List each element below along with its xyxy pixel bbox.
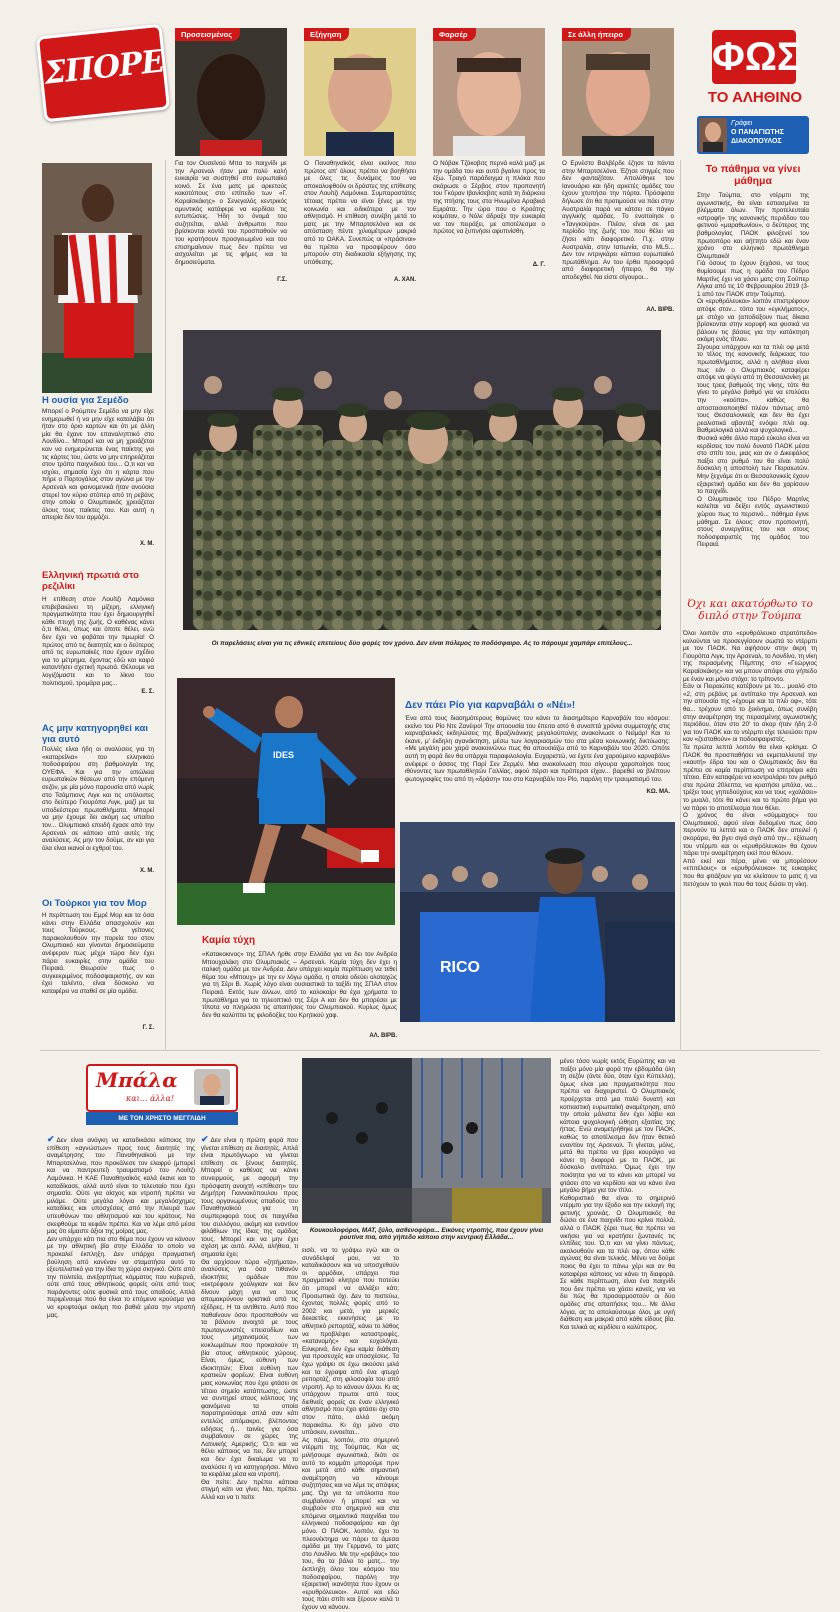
mpala-col-5-text: μένει τόσο νωρίς εκτός Ευρώπης και να παίξει μόνο μία φορά την εβδομάδα όλη τη σεζόν (άντε δύο, όταν έχει Κύπελλο), όμως είναι μια πραγματικότητα που πρέπει να διαχειριστεί. Ο Ολυμπιακός προέρχεται από μια πολύ δυνατή και κοπιαστική ευρωπαϊκή αναμέτρηση, από την οποία μάλιστα δεν έχει λάβει και κάποια ψυχολογική ώθηση εξαιτίας της ήττας. Ενώ αναμετρήθηκε με τον ΠΑΟΚ, καθώς το αποτέλεσμα δεν ήταν θετικό εναντίον της Αρσεναλ. Τι γίνεται, μόλις, μετά θα πρέπει να βρει κουράγιο να κάνει τη διαφορά με το ΠΑΟΚ, με δύσκολο αντίπαλο. Όμως έχει την ποιότητα για να το κάνει και μπορεί να φτάσει στο να κερδίσει και να κάνει ένα μεγάλο βήμα για τον τίτλο. Καθοριστικό θα είναι το σημερινό ντέρμπι για την έξοδο και την εκλογή της φετινής χρονιάς. Ο Ολυμπιακός θα δώσει σε ένα παιχνίδι που κρίνει πολλά, αλλά ο ΠΑΟΚ ξέρει πως θα πρέπει να νικήσει για να κρατήσει ζωντανές τις ελπίδες του. Ό,τι και να γίνει πάντως, ακολουθούν και τα πλέι οφ, όπου κάθε αγώνας θα είναι τελικός. Μένει να δούμε ποιος θα έχει το πάνω χέρι και αν θα καταφέρει κάποιος να κάνει τη διαφορά. Σε κάθε περίπτωση, είναι ένα παιχνίδι που δεν πρέπει να χάσει κανείς, για να δει πώς θα προσαρμοστούν οι δύο ομάδες στις απαιτήσεις του... Με άλλα λόγια, ας το απολαύσουμε όλοι, με υγιή διάθεση και μακριά από κάθε είδους βία. Και τελικά ας κερδίσει ο καλύτερος. bbox=[560, 1058, 675, 1331]
shirt-sponsor-text: IDES bbox=[273, 750, 295, 760]
riot-photo bbox=[302, 1058, 551, 1223]
riot-caption: Κουκουλοφόροι, ΜΑΤ, ξύλο, ασθενοφόρα... Εικόνες ντροπής, που έχουν γίνει ρουτίνα πια, από γήπεδο κάποιο στην κεντρική Ελλάδα... bbox=[309, 1227, 544, 1241]
mpala-logo-sub: και... άλλα! bbox=[126, 1094, 175, 1103]
mpala-col-1 bbox=[47, 1136, 195, 1396]
mpala-avatar bbox=[194, 1069, 230, 1105]
chance-text: «Κατακοκινος» της ΣΠΑΛ ήρθε στην Ελλάδα για να δει τον Ανδρέα Μπουχαλάκη στο Ολυμπιακός – Αρσεναλ. Καμία τύχη δεν έχει η ιταλική ομάδα με τον Ανδρέα. Δεν υπάρχει καμία περίπτωση να τεθεί θέμα του «Μπουχ» με την εν λόγω ομάδα, η οποία οδεύει ολοταχώς για τη Σέρι Β. Χωρίς λόγο είναι ουσιαστικά το ταξίδι της ΣΠΑΛ στον Πειραιά. Εκτός των άλλων, από το καλοκαίρι θα έχει χρήματα το πρωτάθλημα για το τηλεοπτικό της Σέρι Α και δεν θα μπορέσει με τίποτα να πληρώσει τις απαιτήσεις του Ολυμπιακού. Κυρίως όμως δεν θα καλύπτει τις φιλοδοξίες του Κρητικού χαφ. bbox=[202, 951, 397, 1019]
profile-sign-mba: Γ.Σ. bbox=[277, 277, 287, 283]
story-text-mor: Η περίπτωση του Εμρέ Μορ και τα όσα κάνει στην Ελλάδα απασχολούν και τους Τούρκους. Οι γείτονες παρακολουθούν την πορεία του στον Ολυμπιακό και γίνονται δημοσιεύματα ανέφεραν πως μέχρι τώρα δεν έχει πάρει ευκαιρίες στην ομάδα του Πειραιά. Θεωρούν πως ο συγκεκριμένος ποδοσφαιριστής, αν και έχει ταλέντο, είναι δύσκολο να καταφέρει να σταθεί σε μία ομάδα. bbox=[42, 912, 154, 995]
fos-body-1: Στην Τούμπα, στο ντέρμπι της αγωνιστικής, θα είναι εστιασμένα τα βλέμματα όλων. Την προτελευταία «στροφή» της κανονικής περιόδου του φετινού «μαραθωνίου», ο δεύτερος της βαθμολογίας ΠΑΟΚ φιλοξενεί τον πρωτοπόρο και αήττητο εδώ και έναν χρόνο στο ελληνικό πρωτάθλημα Ολυμπιακό! Γιά όσους το έχουν ξεχάσει, να τους θυμίσουμε πως η ομάδα του Πέδρο Μαρτίνς έχει να χάσει ματς στη Σούπερ Λίγκα από τις 10 Φεβρουαρίου 2019 (3-1 από τον ΠΑΟΚ στην Τούμπα). Οι «ερυθρόλευκοι» λοιπόν επιστρέφουν απόψε στον... τόπο του «εγκλήματος», με στόχο να (αποδείξουν πως δίκαια βρίσκονται στην κορυφή και φυσικά να βάλουν τις βάσεις για την κατάκτηση ακόμη ενός τίτλου. Σίγουρα υπάρχουν και τα πλέι οφ μετά το τέλος της κανονικής διάρκειας του πρωταθλήματος, αλλά η αλήθεια είναι πως εάν ο Ολυμπιακός καταφέρει απόψε να φύγει από τη Θεσσαλονίκη με τους τρεις βαθμούς της νίκης, τότε θα γίνει το μεγάλο βαθμό για να επιλύσει την «κούπα», καθώς θα αποστασιοποιηθεί πλέον πάντως από τους Θεσσαλονικείς και δεν θα έχει ρεαλιστικά αβαντάζ ενόψει πλέι οφ. Βαθμολογικά αλλά και ψυχολογικά... Φυσικά κάθε άλλο παρά εύκολο είναι να κερδίσεις τον πολύ δυνατό ΠΑΟΚ μέσα στο σπίτι του, μιας και αν ο Δικεφάλος παίξει στο ρυθμό του θα είναι πολύ δύσκολη η αποστολή των Πειραιωτών. Μην ξεχνάμε ότι οι Θεσσαλονικείς έχουν εξαιρετική ομάδα και δεν θα χαρίσουν το παιχνίδι. Ο Ολυμπιακός του Πέδρο Μαρτίνς καλείται να δείξει εντός αγωνιστικού χώρου πως το περσινό... πάθημα έγινε μάθημα. Σε όλους: στον προπονητή, στους συνεργάτες του και στους ποδοσφαιριστές της ομάδας του Πειραιά. bbox=[697, 192, 809, 549]
fos-heading-1: Το πάθημα να γίνει μάθημα bbox=[705, 163, 801, 187]
profile-text-mba: Για τον Ουσεϊνού Μπα το παιχνίδι με την Αρσεναλ ήταν μια πολύ καλή ευκαιρία να συστηθεί στο ευρωπαϊκό κοινό. Σε ένα ματς με αρκετούς κακοτόπους στο επίπεδο των «Γ. Καραϊσκάκης» ο Σενεγαλός κεντρικός αμυντικός κατάφερε να κερδίσει τις εντυπώσεις. Ήδη το όνομά του συζητείται, αλλά άνθρωποι που βρίσκονται κοντά του προσπαθούν να του κρατήσουν προσγειωμένο και του επισημαίνουν πως δεν πρέπει να ασχολείται με τις φήμες και τα δημοσιεύματα. bbox=[175, 160, 287, 266]
profile-photo-djokovic bbox=[433, 28, 545, 156]
profile-tag: Εξήγηση bbox=[304, 28, 349, 41]
author-byline-label: Γράφει bbox=[731, 120, 753, 127]
mpala-byline: ΜΕ ΤΟΝ ΧΡΗΣΤΟ ΜΕΓΓΛΙΔΗ bbox=[86, 1112, 238, 1125]
rio-text: Ένα από τους διασημότερους θαμώνες του κάνει το διασημότερο Καρναβάλι του κόσμου: εκείνο του Ρίο Ντε Ζανέιρο! Την αποουσία του έπειτα από 6 συναπτά χρόνια συμμετοχής στις καρναβαλικές εκδηλώσεις της Βραζιλιάνικης μεγαλούπολης ανακοίνωσε ο Νεϊμάρ! Και το έκανε, μ' έκδηλη αγανάκτηση, μέσω των λογαριασμών του στα μέσα κοινωνικής δικτύωσης: «Με μεγάλη μου χαρά ανακοινώνω πως θα απουσιάζω από το Καρναβάλι του 2020. Οπότε αυτή τη φορά δεν θα υπάρχει παραφιλολογία. Ευχαριστώ, να έχετε ένα χαρούμενο καρναβάλι» ανέφερε ο άσσος της Παρί Σεν Ζερμέν. Μια ανακοίνωση που σίγουρα χαροποίησε τους ιθύνοντες των πρωταθλητών Γαλλίας, αφού πέρσι και πρόπερσι είχαν... βαρεθεί να βλέπουν φωτογραφίες του από τη «δράση» του στο Καρναβάλι του Ρίο, παρόλη την τραυματισμό του. bbox=[405, 715, 670, 783]
fos-body-2: Όλοι λοιπόν στο «ερυθρόλευκο στρατόπεδο» καλούνται να προσεγγίσουν σωστά το ντέρμπι με τον ΠΑΟΚ. Να αφήσουν στην άκρη τη Γιουρόπα Λιγκ, την Αρσεναλ, το Λονδίνο, τη νίκη της περασμένης Πέμπτης στο «Γεώργιος Καραϊσκάκης» και να μπουν απόψε στο γήπεδο με έναν και μόνο στόχο: το τρίποντο. Εάν οι Πειραιώτες κατέβουν με το... μυαλό στο «2, στη ρεβάνς με αντίπαλο την Αρσεναλ και την απουσία της «έχουμε και τα πλέι οφ», τότε θα... τρέχουν από το ξεκίνημα, όπως συνέβη στην αναμέτρηση της περασμένης αγωνιστικής περιόδου, όταν στο 20' το σκορ ήταν ήδη 2-0 για τον ΠΑΟΚ και το ντέρμπι είχε τελειώσει πριν καν «ζεσταθούν» οι ποδοσφαιριστές. Τα πρώτα λεπτά λοιπόν θα είναι κρίσιμα. Ο ΠΑΟΚ θα προσπαθήσει να εκμεταλλευτεί την «καυτή» έδρα του και ο Ολυμπιακός δεν θα πρέπει σε καμία περίπτωση να επιτρέψει κάτι τέτοιο. Εάν καταφέρει να κοντρολάρει τον ρυθμό στα πρώτα 20λεπτα, να κρατήσει μπάλα, να... τρέξει τους γηπεδούχους και να τους «χαλάσει» το μυαλό, τότε θα κάνει και το πρώτο βήμα για να πάρει το αποτέλεσμα που θέλει. Ο χρόνος θα είναι «σύμμαχος» του Ολυμπιακού, αφού είναι δεδομένο πως όσο περνούν τα λεπτά και ο ΠΑΟΚ δεν απειλεί ή σκοράρει, θα βγει σιγά σιγά από την... εξίσωση του ντέρμπι και οι «ερυθρόλευκοι» θα έχουν πάρει την αναμέτρηση εκεί που θέλουν. Από εκεί και πέρα, μένει να μπορέσουν «επιτέλους» οι «ερυθρόλευκοι» τις ευκαιρίες που θα φτιάξουν για να κλείσουν το ματς ή να πετύχουν το γκολ που θα τους δώσει τη νίκη. bbox=[683, 630, 817, 888]
section-title-suffix: Ε bbox=[139, 43, 166, 82]
fos-logo: ΦΩΣ bbox=[712, 30, 796, 84]
profile-photo-mba bbox=[175, 28, 287, 156]
checkmark-icon: ✔ bbox=[47, 1134, 55, 1144]
profile-tag: Φαρσέρ bbox=[433, 28, 476, 41]
story-sign-mor: Γ. Σ. bbox=[142, 1025, 154, 1031]
profile-sign-valverde: ΑΛ. ΒΙΡΒ. bbox=[646, 307, 674, 313]
mpala-col-5 bbox=[560, 1058, 675, 1398]
profile-text-valverde: Ο Ερνέστο Βαλβέρδε έζησε τα πάντα στην Μπαρτσελόνα. Έζησε στιγμές που δεν φανταζόταν. Απολύθηκε τον Ιανουάριο και ήδη αρκετές ομάδες του έχουν χτυπήσει την πόρτα. Πρόσφατα δήλωσε ότι θα προτιμούσε να πάει στην Αυστραλία παρά να κάτσει σε πάγκο αγγλικής ομάδας. Το ενοποίησε ο «Τανγκούρα». Πλέον, είναι σε μια περίοδο της ζωής του που θέλει να ζήσει κάτι διαφορετικό. Π.χ. στην Αυστραλία, στην Ιαπωνία, στο MLS... Δεν τον ιντριγκάρει κάποιο ευρωπαϊκό πρωτάθλημα. Αν του έρθει προσφορά από διαφορετική ήπειρο, θα την αποδεχθεί. Να είστε σίγουροι... bbox=[562, 160, 674, 281]
mpala-col-2-text: Δεν είναι η πρώτη φορά που γίνεται επίθεση σε διαιτητές. Απλά είναι πρωτόγνωρο να γίνεται επίθεση σε ξένους διαιτητές. Μπορεί ο καθένας να κάνει συνειρμούς, με αφορμή την πρόσφατη ανοιχτή «επίθεση» του Δημήτρη Γιαννακόπουλου προς τους οργανωμένους οπαδούς του Παναθηναϊκού για τη συμπεριφορά τους σε παιχνίδια του συλλόγου, ακόμη και εναντίον φιλάθλων της ίδιας της ομάδας τους. Μπορεί και να μην έχει σχέση με αυτό. Αλλά, αλήθεια, τι σημασία έχει; Θα αρχίσουν τώρα «ζητήματα», αναλύσεις για όσα πιθανόν ιδιοκτήτες ομάδων που «εκτρέφουν χούλιγκαν και δεν δίνουν μάχη για να τους απομακρύνουν οριστικά από τις εξέδρες. Η τα αντίθετο. Αυτό που παθαίνουν όσοι προσπαθούν να τα βάλουν ανοιχτά με τους πρωταγωνιστές επεισοδίων και τους μηχανισμούς των κυκλωμάτων που προκαλούν τη βία στους αθλητικούς χώρους. Είναι, όμως, εύθυνη των ιδιοκτητών; Είναι ευθύνη των κρατικών φορέων; Είναι ευθύνη μιας κοινωνίας που έχει φτάσει σε τέτοιο σημείο κατάπτωσης, ώστε να συντηρεί στους κόλπους της φαινόμενα τα οποία παρατηρούσαμε απλά σαν κάτι εντελώς απόμακρο, βλέποντας ειδήσεις ή... ταινίες για όσα συμβαίνουν σε χώρες της Λατινικής Αμερικής; Ό,τι και να θέλει κάποιος να πει, δεν μπορεί και δεν έχει δικαίωμα να το αναλύσει ή να κατηγορήσει. Μόνο τα κεφάλια μέσα και ντροπή. Θα πείτε: Δεν πρέπει κάποια στιγμή κάτι να γίνει; Ναι, πρέπει. Αλλά και να τι πείτε bbox=[201, 1137, 298, 1501]
story-text-katigoria: Πολλές είναι ήδη οι αναλύσεις για τη «καταρείλια» του ελληνικού ποδοσφαίρου στη βαθμολογία της ΟΥΕΦΑ. Και για την απώλεια ευρωπαϊκών θέσεων από την επόμενη σεζόν, με μία μόνο παρουσία από νωρίς στο Τσάμπιονς Λιγκ και τις υπόλοιπες στο δεύτερο Γιουρόπα Λιγκ, μαζί με τα υποδεέστερα πρωταθλήματα. Μπορεί να μην έχουμε δει ακόμη ως υπαίτιο τον... Ολυμπιακό επειδή έχασε από την Αρσεναλ σε κάποιο από αυτές της αναλύσεις. Ας μην τον δούμε, αν και για όλα είναι ικανοί οι εχθροί του. bbox=[42, 746, 154, 852]
profile-sign-lamonika: Α. ΧΑΝ. bbox=[393, 277, 416, 283]
carnival-photo bbox=[400, 822, 675, 1022]
author-avatar bbox=[699, 118, 727, 152]
soldiers-caption: Οι παρελάσεις είναι για τις εθνικές επετείους δύο φορές τον χρόνο. Δεν είναι πόλεμος το ποδόσφαιρο. Ας το πάρουμε χαμπάρι επιτέλους... bbox=[211, 640, 633, 647]
story-sign-rezili: Ε. Σ. bbox=[141, 689, 154, 695]
fos-subtitle: ΤΟ ΑΛΗΘΙΝΟ bbox=[707, 89, 803, 106]
mpala-logo bbox=[86, 1064, 238, 1112]
profile-photo-lamonika bbox=[304, 28, 416, 156]
mpala-logo-main: Μπάλα bbox=[96, 1068, 178, 1092]
column-divider bbox=[165, 160, 166, 1050]
story-title-rezili: Ελληνική πρωτιά στο ρεζιλίκι bbox=[42, 570, 139, 592]
mpala-col-2 bbox=[201, 1134, 298, 1501]
section-title: ΣΠΟΡ bbox=[42, 45, 144, 92]
fos-heading-2: Όχι και ακατόρθωτο το διπλό στην Τούμπα bbox=[687, 598, 813, 622]
checkmark-icon: ✔ bbox=[201, 1134, 209, 1144]
profile-tag: Σε άλλη ήπειρο bbox=[562, 28, 631, 41]
story-text-rezili: Η επίθεση στον Λουίτζι Λαμόνικα επιβεβαιώνει τη μίζερη, ελληνική πραγματικότητα που έχει δημιουργηθεί κάθε πτυχή της ζωής. Ο καθένας κάνει ό,τι θέλει, όπως και όποτε θέλει, ενώ δεν έχει να φοβάται την τιμωρία! Ο πρώτος από τις διαιτητές και ο δεύτερος από τις ευρωπαϊκές που έχουν σχέδιο για το μέτρημα, έχοντας εδώ και καιρό καταντήσει σχετική πρωτιά. Θέλουμε να λογιζόμαστε και το λίκνο του πολιτισμού, τρομάρα μας... bbox=[42, 596, 154, 687]
carnival-banner-text: RICO bbox=[440, 959, 480, 976]
mpala-col-3: εισέι, να το γράψω εγώ και οι συνάδελφοί μου, να το καταδικάσουν και να υποσχεθούν οι αρμόδιοι, υπάρχει πια πραγματικό κίνητρο που ποτεύει ότι μπορεί να αλλάξει κάτι; Προσωπικά όχι. Δεν το πιστεύω, έχοντας πολλές φορές από το 2002 και μετά, για μερικές δεκαετίες εκκινήσεις με το αθλητικό ρεπορτάζ, κάνει το λάθος να προβλέψει καταστροφές, «κατανομής» και ευχολόγια. Ειλικρινά, δεν έχω καμία διάθεση για προσευχές και υποσχέσεις. Τα έχω γράψει σε έχω ακούσει μιλά και τα έγραψα από ένα φτωχό ρεπορτάζ, στη φιλοσοφία του από ντροπή. Αρ το κάνουν άλλοι. Κι ας υπάρχουν πρωτοι από τους διεθνείς φορείς σε έναν ελληνικό αθλητισμό που έχει φτάσει όχι στο στον πάτο, αλλά ακόμη παρακάτω. Κι όχι μόνο στο υπόσκεν, εννοείται... Ας πάμε, λοιπόν, στο σημερινό ντέρμπι της Τούμπας. Και ας μιλήσουμε αγωνιστικά, διότι σε αυτό το κομμάτι μπορούμε πριν και μετά από κάθε σημαντική αναμέτρηση να κάνουμε συζητήσεις και να λέμε τις απόψεις μας. Όχι για τα υπόλοιπα που συμβαίνουν ή μπορεί και να συμβούν στο σημερινό και στα επόμενα σημαντικά παιχνίδια του ελληνικού ποδοσφαίρου και όχι μόνο. Ο ΠΑΟΚ, λοιπόν, έχει το πλεονέκτημα να πάρει τα άμεσα ομάδα με την Γερμανό, το ματς στο Λονδίνο. Με την «ρεβάνς» του του, θα τα βάλει το ματς... την έκπληξη όλου του κόσμου του ποδοσφαίρου, παρόλη την εξαιρετική ικανότητα που έχουν οι «ερυθρόλευκοι». Αυτοί και εδώ τους πάει σπίτι και ξέρουν καλά τι έχουν να κάνουν. bbox=[302, 1247, 399, 1611]
profile-text-lamonika: Ο Παναθηναϊκός είναι εκείνος που πρώτος απ' όλους πρέπει να βοηθήσει με όλες τις δυνάμεις του να αποκαλυφθούν οι δράστες της επίθεσης στον Λουίτζι Λαμόνικα. Συμπαραστάτες τέτοιας πρέπει να είναι ξένες με την κοινωνία και ειδικότερα με τον αθλητισμό. Η επίθεση συνέβη μετά το ματς με την Μπαρτσελόνα και σε απόσταση πέντε χιλιομέτρων μακριά από το ΟΑΚΑ. Συνεπώς οι «πράσινοι» θα πρέπει να προσφέρουν όσο μπορούν στη διαδικασία εξήγησης της υπόθεσης. bbox=[304, 160, 416, 266]
story-title-mor: Οι Τούρκοι για τον Μορ bbox=[42, 898, 147, 909]
profile-text-djokovic: Ο Νόβακ Τζόκοβιτς περνά καλά μαζί με την ομάδα του και αυτό βγαίνει προς τα έξω. Τραγό παράδειγμα η πλάκα που σκάρωσε ο Σέρβος στον προπονητή του Γκόραν Ιβανίσεβιτς κατά τη διάρκεια της πτήσης τους στα Ηνωμένα Αραβικά Εμιράτα. Την ώρα που ο Κροάτης κοιμόταν, ο Νόλε άδραξε την ευκαιρία να τον πειράξει, με αποτέλεσμα ο πρώτος να ξυπνήσει αφυπνίσθη. bbox=[433, 160, 545, 236]
story-text-semedo: Μπορεί ο Ρούμπεν Σεμέδο να μην είχε ενημερωθεί ή να μην είχε καταλάβει ότι ήταν στο όριο καρτών και ότι με άλλη μία θα έχανε τον επαναληπτικό στο Λονδίνο... Μπορεί και να μη χρειάζεται καν να ενημερώνεται ένας παίκτης για τις κάρτες του, ώστε να μην επηρεάζεται στον τρόπο παιχνιδιού του... Ο,τι και να ισχύει, σημασία έχει ότι η κάρτα που πήρε ο Πορτογάλος στον αγώνα με την Αρσεναλ και φαινομενικά ήταν ανούσια στερεί τον κύριο στόπερ από τη ρεβάνς στην οποία ο Ολυμπιακός χρειάζεται όλους τους παίκτες του. Και αυτή η απειρία δεν του αρμόζει. bbox=[42, 408, 154, 522]
story-title-semedo: Η ουσία για Σεμέδο bbox=[42, 395, 129, 406]
player-photo-semedo bbox=[42, 163, 152, 393]
chance-sign: ΑΛ. ΒΙΡΒ. bbox=[369, 1033, 397, 1039]
story-sign-semedo: Χ. Μ. bbox=[139, 541, 154, 547]
story-sign-katigoria: Χ. Μ. bbox=[139, 868, 154, 874]
profile-sign-djokovic: Δ. Γ. bbox=[532, 262, 545, 268]
author-name: Ο ΠΑΝΑΓΙΩΤΗΣ ΔΙΑΚΟΠΟΥΛΟΣ bbox=[731, 129, 784, 145]
rio-title: Δεν πάει Ρίο για καρναβάλι ο «Νέι»! bbox=[405, 700, 576, 711]
soldiers-photo bbox=[183, 330, 661, 630]
rio-sign: ΚΩ. ΜΑ. bbox=[646, 789, 670, 795]
profile-photo-valverde bbox=[562, 28, 674, 156]
column-divider bbox=[680, 160, 681, 1050]
chance-title: Καμία τύχη bbox=[202, 935, 256, 946]
section-divider bbox=[40, 1050, 820, 1051]
story-title-katigoria: Ας μην κατηγορηθεί και για αυτό bbox=[42, 723, 148, 745]
footballer-photo bbox=[177, 678, 395, 925]
profile-tag: Προσεισμένος bbox=[175, 28, 240, 41]
mpala-col-1-text: Δεν είναι ανάγκη να καταδικάσει κάποιος την επίθεση «αγνώστων» προς τους διαιτητές της αναμέτρησης του Παναθηναϊκού με την Μπαρτσελόνα, που προκάλεσε τον ελαφρύ (μπορεί και να παντρευτεί) τραυματισμό του Λουίτζι Λαμόνικα. Η ΚΑΕ Παναθηναϊκός καλά έκανε και το καταδίκασε, αλλά αυτό είναι το τελευταίο που έχει σημασία. Ούτε για αίσχος και ντροπή πρέπει να μιλάμε. Ούτε μεγάλα λόγια και μεγαλόσχημες καταδίκες και υποσχέσεις από την πλευρά των υπευθύνων του αθλητισμού και του κράτους. Να σκεφθούμε τα κεφάλι πρέπει. Και να λέμε από μέσα μας ότι είμαστε άξιοι της μοίρας μας. Δεν υπάρχει κάτι πια στο θέμα που έχουν να κάνουν με την αθλητική βία στην Ελλάδα το οποίο να προκαλεί έκπληξη. Δεν υπάρχει πραγματική βούληση από κανέναν να σταματήσει αυτό το εξευτελιστικό για την ίδια τη χώρα σκηνικό. Ούτε από την πολιτεία, ανεξαρτήτως κόμματος που κυβερνά, ούτε από τους αθλητικούς φορείς ούτε από τους παράγοντες ούτε φυσικά από τους οπαδούς. Απλά περιμένουμε πού θα είναι το επόμενο κρούσμα για να κρυφτούμε ακόμη πιο βαθιά μέσα την ντροπή μας. bbox=[47, 1137, 195, 1319]
